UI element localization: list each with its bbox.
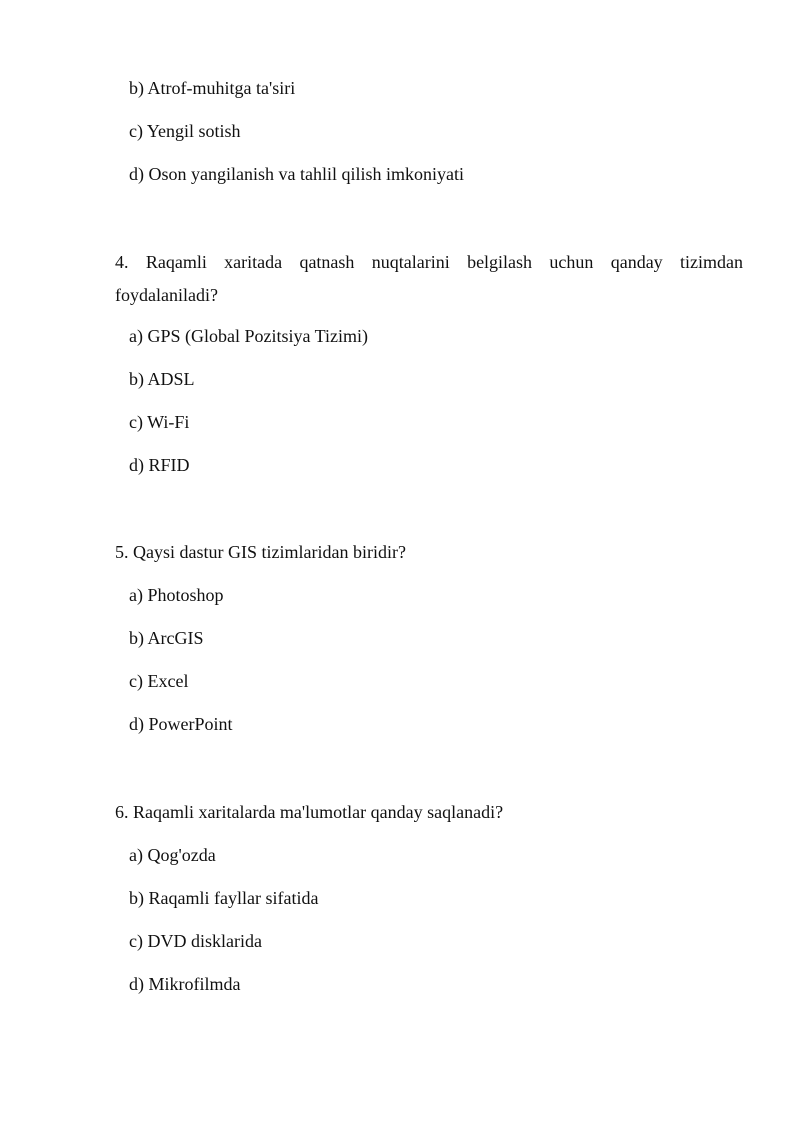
option-text: d) PowerPoint <box>129 714 233 734</box>
option-text: b) ArcGIS <box>129 628 204 648</box>
option-text: a) GPS (Global Pozitsiya Tizimi) <box>129 326 369 346</box>
option-text: c) Excel <box>129 671 189 691</box>
option-text: c) Yengil sotish <box>129 121 241 141</box>
option-text: a) Qog'ozda <box>129 845 216 865</box>
question-text: 4. Raqamli xaritada qatnash nuqtalarini belgilash uchun qanday tizimdan foydalaniladi? <box>115 252 743 305</box>
option-text: a) Photoshop <box>129 585 224 605</box>
question-text: 5. Qaysi dastur GIS tizimlaridan biridir? <box>115 542 406 562</box>
option-text: c) DVD disklarida <box>129 931 262 951</box>
question-text: 6. Raqamli xaritalarda ma'lumotlar qanday saqlanadi? <box>115 802 504 822</box>
option-text: b) Atrof-muhitga ta'siri <box>129 78 296 98</box>
option-text: d) RFID <box>129 455 190 475</box>
option-text: b) ADSL <box>129 369 195 389</box>
option-text: d) Mikrofilmda <box>129 974 241 994</box>
option-text: b) Raqamli fayllar sifatida <box>129 888 319 908</box>
option-text: d) Oson yangilanish va tahlil qilish imkoniyati <box>129 164 464 184</box>
option-text: c) Wi-Fi <box>129 412 190 432</box>
